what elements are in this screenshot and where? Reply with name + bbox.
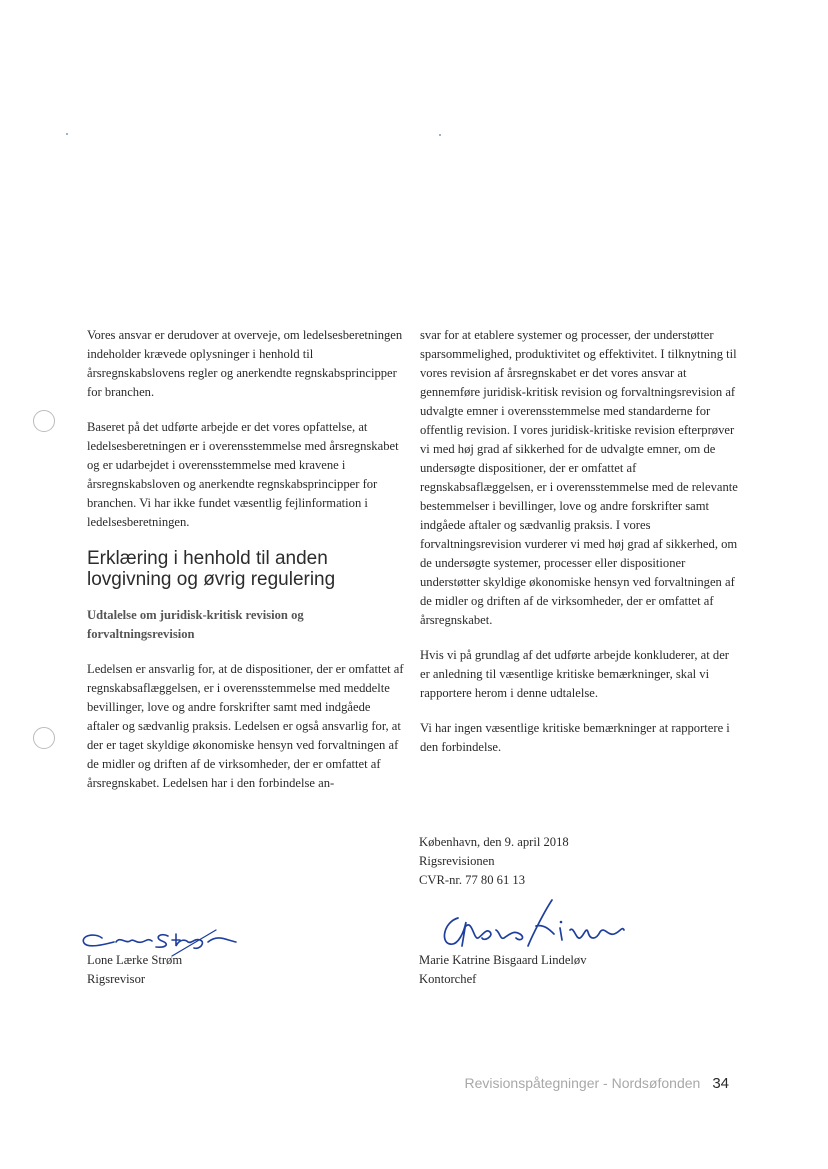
paragraph-ledelsesberetning-konklusion: Baseret på det udførte arbejde er det vores opfattelse, at ledelsesberetningen er i overensstemmelse med årsregnskabet og er udarbejdet i overensstemmelse med kravene i årsregnskabsloven og anerkendte regnskabsprincipper for branchen. Vi har ikke fundet væsentlig fejlinformation i ledelsesberetningen. bbox=[87, 420, 399, 529]
punch-hole-icon bbox=[33, 727, 55, 749]
paragraph-revisors-ansvar: svar for at etablere systemer og processer, der understøtter sparsommelighed, produktivitet og effektivitet. I tilknytning til vores revision af årsregnskabet er det vores ansvar at gennemføre juridisk-kritisk revision og forvaltningsrevision af udvalgte emner i overensstemmelse med standarderne for offentlig revision. I vores juridisk-kritiske revision efterprøver vi med høj grad af sikkerhed for de udvalgte emner, om de undersøgte dispositioner, der er omfattet af regnskabsaflæggelsen, er i overensstemmelse med de relevante bestemmelser i bevillinger, love og andre forskrifter samt indgåede aftaler og sædvanlig praksis. I vores forvaltningsrevision vurderer vi med høj grad af sikkerhed, om de undersøgte systemer, processer eller dispositioner understøtter skyldige økonomiske hensyn ved forvaltningen af de midler og driften af de virksomheder, der er omfattet af årsregnskabet. bbox=[420, 328, 738, 627]
paragraph-rapportering: Hvis vi på grundlag af det udførte arbejde konkluderer, at der er anledning til væsentlige kritiske bemærkninger, skal vi rapportere herom i denne udtalelse. bbox=[420, 648, 729, 700]
punch-hole-icon bbox=[33, 410, 55, 432]
section-heading: Erklæring i henhold til anden lovgivning og øvrig regulering bbox=[87, 548, 336, 590]
page-number: 34 bbox=[712, 1075, 729, 1092]
signatory-title: Rigsrevisor bbox=[87, 972, 146, 986]
signatory-left bbox=[87, 951, 182, 989]
paragraph-ledelsesberetning-ansvar: Vores ansvar er derudover at overveje, om ledelsesberetningen indeholder krævede oplysninger i henhold til årsregnskabslovens regler og anerkendte regnskabsprincipper for branchen. bbox=[87, 328, 403, 399]
signatory-name: Lone Lærke Strøm bbox=[87, 953, 183, 967]
paragraph-ledelsens-ansvar: Ledelsen er ansvarlig for, at de dispositioner, der er omfattet af regnskabsaflæggelsen, er i overensstemmelse med meddelte bevillinger, love og andre forskrifter samt med indgåede aftaler og sædvanlig praksis. Ledelsen er også ansvarlig for, at der er taget skyldige økonomiske hensyn ved forvaltningen af de midler og driften af de virksomheder, der er omfattet af årsregnskabet. Ledelsen har i den forbindelse an- bbox=[87, 662, 404, 790]
place-date: København, den 9. april 2018 bbox=[419, 835, 569, 849]
footer-document-title: Revisionspåtegninger - Nordsøfonden bbox=[464, 1075, 701, 1091]
signatory-name: Marie Katrine Bisgaard Lindeløv bbox=[419, 953, 587, 967]
handwritten-signature-icon bbox=[424, 896, 629, 954]
scan-speck bbox=[439, 134, 441, 136]
organisation-name: Rigsrevisionen bbox=[419, 854, 495, 868]
signatory-right bbox=[419, 951, 587, 989]
cvr-number: CVR-nr. 77 80 61 13 bbox=[419, 873, 526, 887]
scan-speck bbox=[66, 133, 68, 135]
right-text-column bbox=[420, 326, 738, 773]
signatory-title: Kontorchef bbox=[419, 972, 477, 986]
left-text-column bbox=[87, 326, 405, 809]
subsection-heading: Udtalelse om juridisk-kritisk revision og forvaltningsrevision bbox=[87, 608, 304, 641]
page-footer bbox=[465, 1075, 730, 1092]
paragraph-ingen-bemaerkninger: Vi har ingen væsentlige kritiske bemærkninger at rapportere i den forbindelse. bbox=[420, 721, 730, 754]
signoff-block bbox=[419, 833, 569, 890]
